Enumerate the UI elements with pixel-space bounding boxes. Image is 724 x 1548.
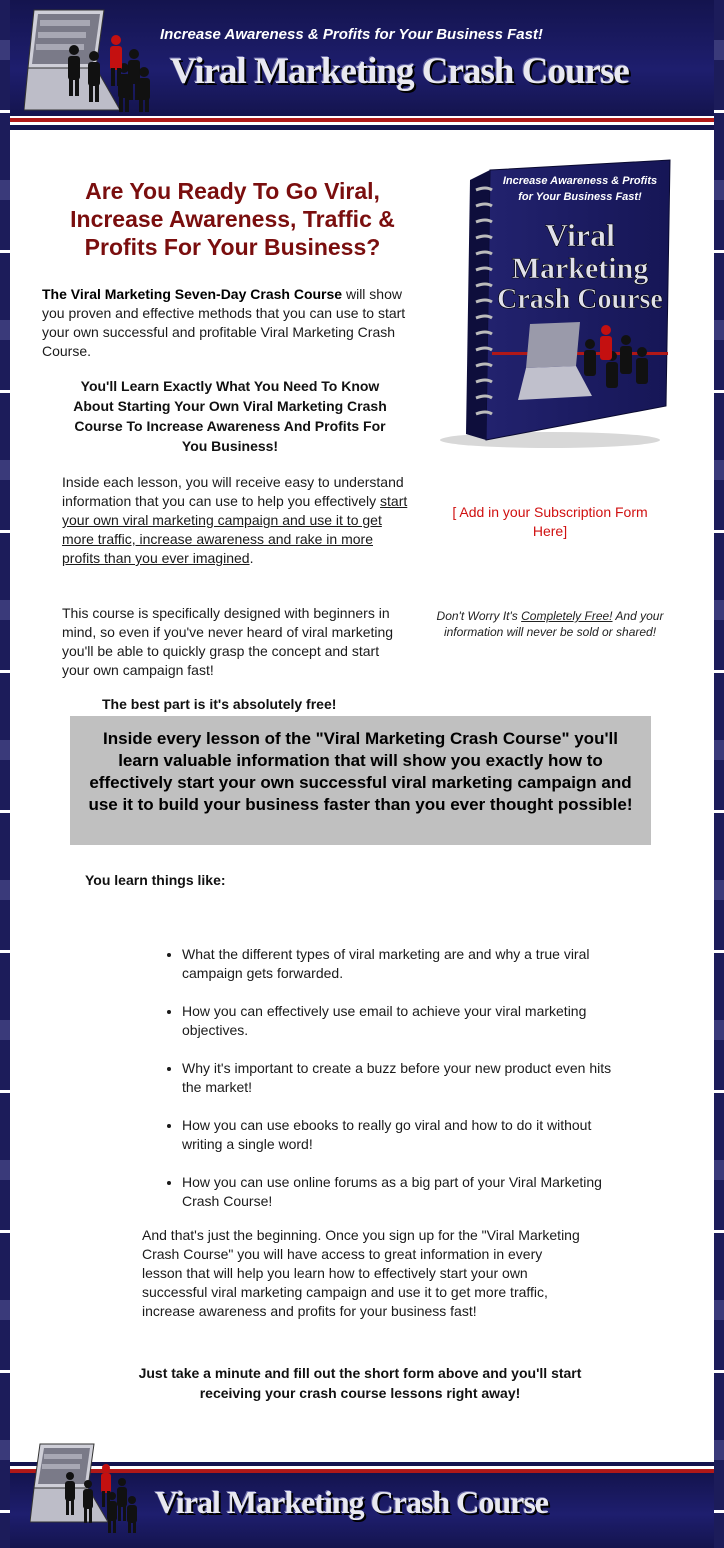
lesson-paragraph [62, 473, 412, 568]
learn-heading: You'll Learn Exactly What You Need To Know About Starting Your Own Viral Marketing Crash Course To Increase Awareness And Profits For You Business! [73, 378, 387, 454]
laptop-people-icon [24, 6, 164, 114]
list-item: • How you can effectively use email to achieve your viral marketing objectives. [182, 1002, 612, 1040]
ebook-tagline-line2: for Your Business Fast! [518, 191, 642, 203]
call-to-action: Just take a minute and fill out the short form above and you'll start receiving your crash course lessons right away! [138, 1365, 582, 1401]
intro-bold: The Viral Marketing Seven-Day Crash Course [42, 286, 343, 302]
content-area [10, 130, 714, 1432]
things-heading: You learn things like: [85, 872, 226, 888]
free-note [425, 608, 675, 640]
intro-text: will show you proven and effective methods that you can use to start your own successful and profitable Viral Marketing Crash Course. [42, 286, 406, 359]
highlight-box [70, 716, 651, 845]
list-item: • Why it's important to create a buzz before your new product even hits the market! [182, 1059, 612, 1097]
free-note-start: Don't Worry It's [436, 609, 522, 623]
header-title: Viral Marketing Crash Course [170, 51, 629, 92]
lesson-end: . [249, 550, 254, 566]
header-banner [10, 0, 714, 130]
closing-paragraph: And that's just the beginning. Once you sign up for the "Viral Marketing Crash Course" you will have access to great information in every lesson that will help you learn how to effectively start your own successful viral marketing campaign and use it to get more traffic, increase awareness and profits for your business fast! [142, 1227, 580, 1319]
list-item: • What the different types of viral marketing are and why a true viral campaign gets forwarded. [182, 945, 612, 983]
main-headline: Are You Ready To Go Viral, Increase Awareness, Traffic & Profits For Your Business? [70, 178, 395, 260]
subscription-form-placeholder[interactable]: [ Add in your Subscription Form Here] [452, 504, 648, 539]
footer-title: Viral Marketing Crash Course [155, 1484, 548, 1520]
free-note-link: Completely Free! [521, 609, 613, 623]
benefits-list [160, 945, 612, 1230]
header-band [10, 0, 714, 118]
footer-banner [10, 1432, 714, 1548]
best-part-text: The best part is it's absolutely free! [102, 696, 337, 712]
highlight-text: Inside every lesson of the "Viral Marketing Crash Course" you'll learn valuable information that will show you exactly how to effectively start your own successful viral marketing campaign and use it to build your business faster than you ever thought possible! [88, 729, 633, 814]
ebook-tagline-line1: Increase Awareness & Profits [502, 175, 658, 187]
intro-paragraph [42, 285, 422, 361]
ebook-title-line3: Crash Course [497, 284, 663, 315]
lesson-intro: Inside each lesson, you will receive easy to understand information that you can use to help you effectively [62, 474, 404, 509]
ebook-title-line2: Marketing [511, 252, 649, 285]
lesson-underlined: start your own viral marketing campaign and use it to get more traffic, increase awareness and rake in more profits than you ever imagined [62, 493, 408, 566]
list-item: • How you can use ebooks to really go viral and how to do it without writing a single word! [182, 1116, 612, 1154]
header-tagline: Increase Awareness & Profits for Your Business Fast! [160, 26, 543, 43]
laptop-people-icon [30, 1438, 150, 1546]
free-note-end: And your information will never be sold or shared! [443, 609, 664, 639]
ebook-cover-image [430, 156, 690, 456]
list-item: • How you can use online forums as a big part of your Viral Marketing Crash Course! [182, 1173, 612, 1211]
ebook-title-line1: Viral [545, 217, 615, 253]
beginners-paragraph: This course is specifically designed with beginners in mind, so even if you've never heard of viral marketing you'll be able to quickly grasp the concept and start your own campaign fast! [62, 605, 394, 678]
